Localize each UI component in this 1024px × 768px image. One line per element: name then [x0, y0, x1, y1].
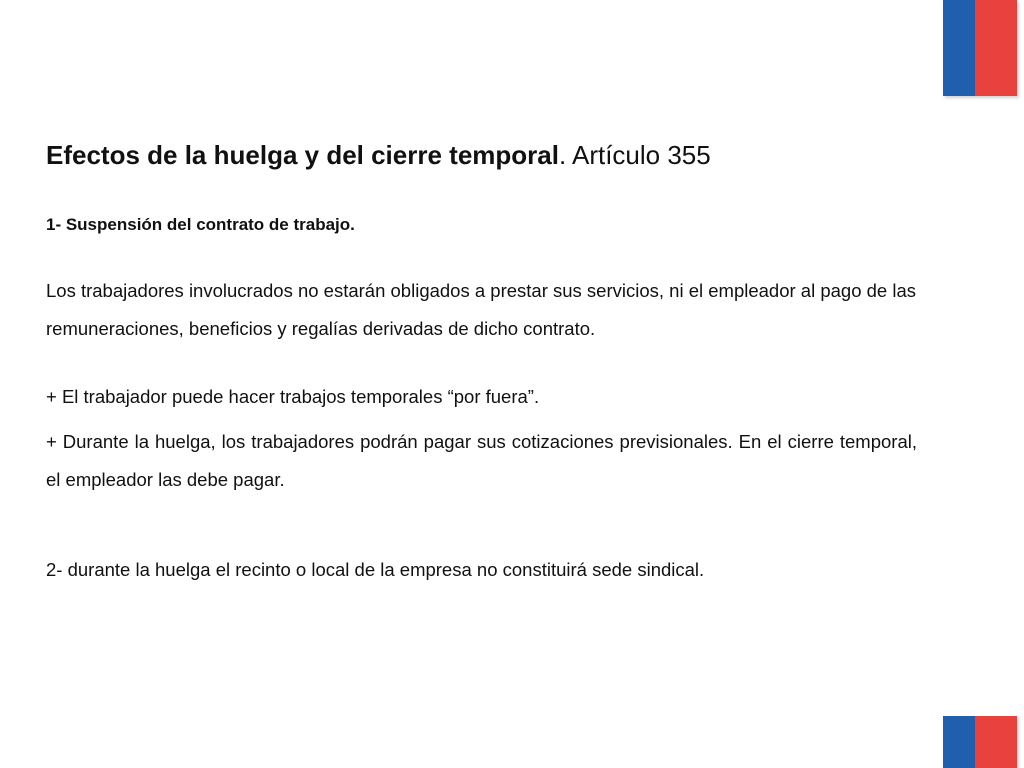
section-subheading: 1- Suspensión del contrato de trabajo. — [46, 215, 355, 234]
flag-red-stripe — [975, 716, 1017, 768]
flag-red-stripe — [975, 0, 1017, 96]
paragraph-suspension: Los trabajadores involucrados no estarán obligados a prestar sus servicios, ni el empleador al pago de las remuneraciones, beneficios y regalías derivadas de dicho contrato. — [46, 280, 917, 339]
flag-blue-stripe — [943, 0, 975, 96]
slide-title-bold: Efectos de la huelga y del cierre temporal — [46, 140, 559, 170]
paragraph-temporary-work: + El trabajador puede hacer trabajos temporales “por fuera”. — [46, 386, 540, 407]
flag-logo-bottom — [943, 716, 1017, 768]
flag-blue-stripe — [943, 716, 975, 768]
paragraph-union-seat: 2- durante la huelga el recinto o local de la empresa no constituirá sede sindical. — [46, 559, 705, 580]
slide-title-article: . Artículo 355 — [558, 140, 711, 170]
flag-logo-top — [943, 0, 1017, 96]
slide-title — [46, 137, 711, 173]
paragraph-contributions: + Durante la huelga, los trabajadores podrán pagar sus cotizaciones previsionales. En el cierre temporal, el empleador las debe pagar. — [46, 431, 917, 490]
